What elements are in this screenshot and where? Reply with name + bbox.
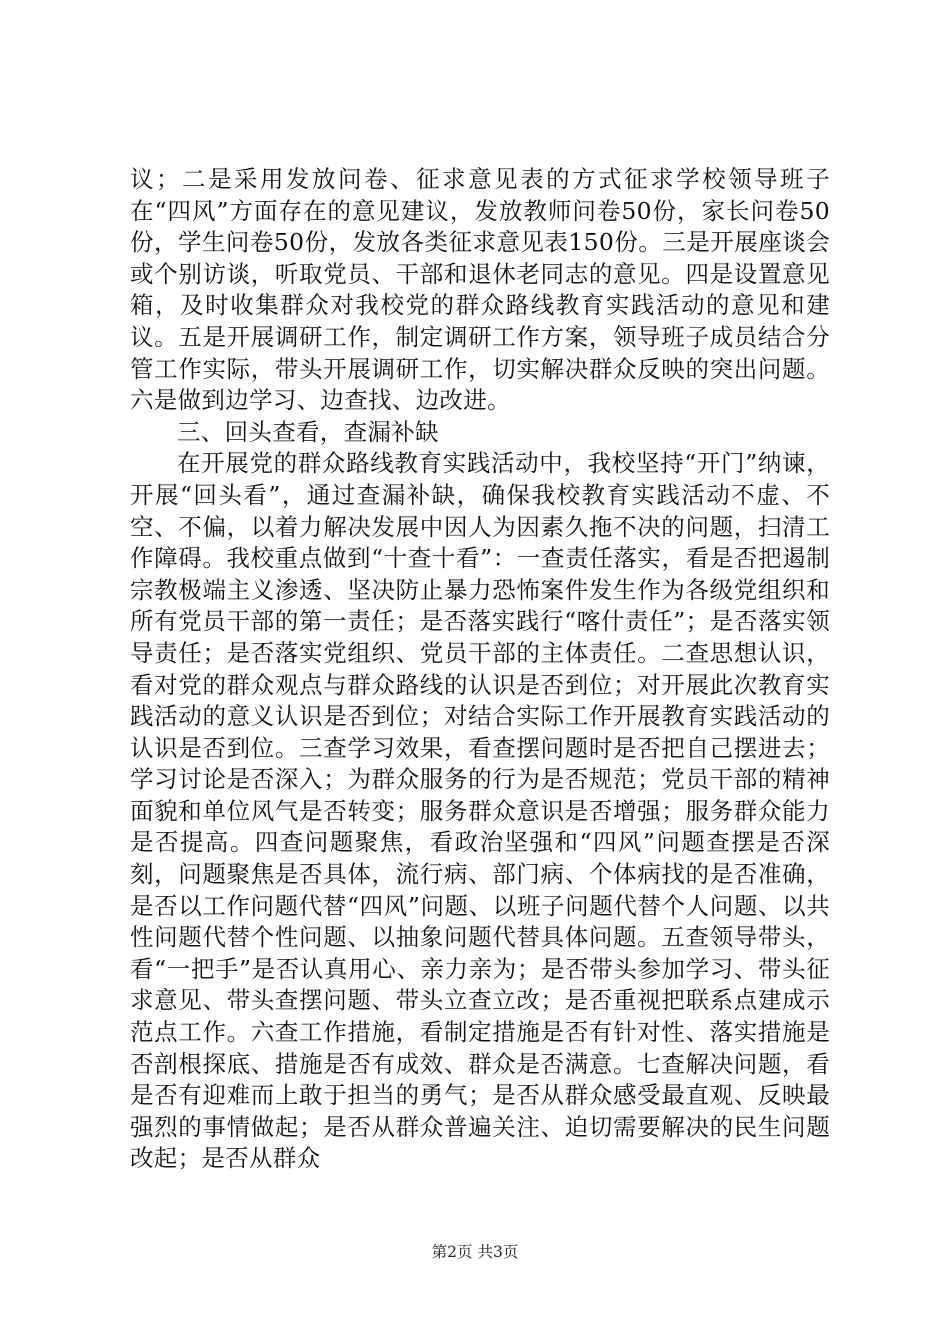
- page-footer: 第2页 共3页: [431, 1243, 519, 1261]
- document-body: [130, 164, 830, 1175]
- paragraph-body: 在开展党的群众路线教育实践活动中，我校坚持“开门”纳谏，开展“回头看”，通过查漏补缺，确保我校教育实践活动不虚、不空、不偏，以着力解决发展中因人为因素久拖不决的问题，扫清工作障碍。我校重点做到“十查十看”：一查责任落实，看是否把遏制宗教极端主义渗透、坚决防止暴力恐怖案件发生作为各级党组织和所有党员干部的第一责任；是否落实践行“喀什责任”；是否落实领导责任；是否落实党组织、党员干部的主体责任。二查思想认识，看对党的群众观点与群众路线的认识是否到位；对开展此次教育实践活动的意义认识是否到位；对结合实际工作开展教育实践活动的认识是否到位。三查学习效果，看查摆问题时是否把自己摆进去；学习讨论是否深入；为群众服务的行为是否规范；党员干部的精神面貌和单位风气是否转变；服务群众意识是否增强；服务群众能力是否提高。四查问题聚焦，看政治坚强和“四风”问题查摆是否深刻，问题聚焦是否具体，流行病、部门病、个体病找的是否准确，是否以工作问题代替“四风”问题、以班子问题代替个人问题、以共性问题代替个性问题、以抽象问题代替具体问题。五查领导带头，看“一把手”是否认真用心、亲力亲为；是否带头参加学习、带头征求意见、带头查摆问题、带头立查立改；是否重视把联系点建成示范点工作。六查工作措施，看制定措施是否有针对性、落实措施是否剖根探底、措施是否有成效、群众是否满意。七查解决问题，看是否有迎难而上敢于担当的勇气；是否从群众感受最直观、反映最强烈的事情做起；是否从群众普遍关注、迫切需要解决的民生问题改起；是否从群众: [130, 449, 830, 1173]
- section-heading: 三、回头查看，查漏补缺: [177, 417, 439, 446]
- paragraph-continuation: 议；二是采用发放问卷、征求意见表的方式征求学校领导班子在“四风”方面存在的意见建议，发放教师问卷50份，家长问卷50份，学生问卷50份，发放各类征求意见表150份。三是开展座谈会或个别访谈，听取党员、干部和退休老同志的意见。四是设置意见箱，及时收集群众对我校党的群众路线教育实践活动的意见和建议。五是开展调研工作，制定调研工作方案，领导班子成员结合分管工作实际，带头开展调研工作，切实解决群众反映的突出问题。六是做到边学习、边查找、边改进。: [130, 165, 830, 415]
